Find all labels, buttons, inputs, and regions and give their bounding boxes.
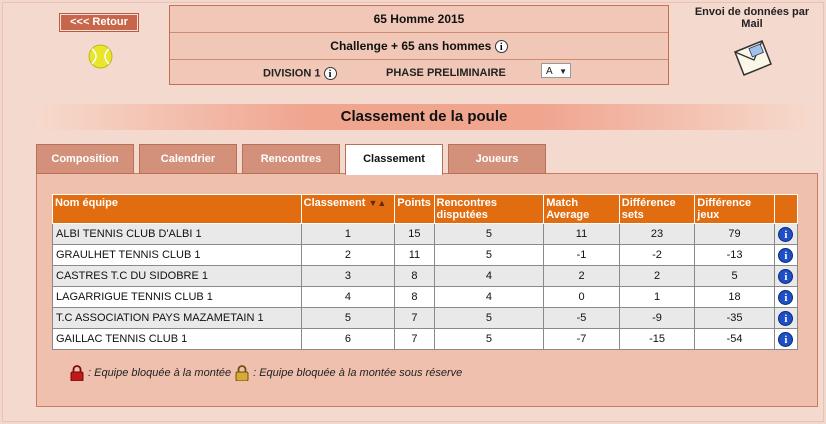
info-cell [774,329,797,350]
table-cell: 1 [301,224,395,245]
table-cell: -5 [544,308,620,329]
team-name-cell: LAGARRIGUE TENNIS CLUB 1 [53,287,302,308]
info-cell [774,224,797,245]
col-header-diff-sets: Différence sets [619,195,695,224]
table-cell: 11 [544,224,620,245]
table-cell: 5 [434,329,544,350]
table-cell: -2 [619,245,695,266]
tab-rencontres[interactable]: Rencontres [242,144,340,174]
col-header-diff-jeux: Différence jeux [695,195,775,224]
info-icon[interactable]: i [778,332,793,347]
col-header-info [774,195,797,224]
competition-info-box [169,5,669,85]
info-cell [774,245,797,266]
envelope-icon[interactable] [732,38,774,78]
table-cell: 0 [544,287,620,308]
legend [70,365,462,381]
table-row [53,245,798,266]
table-cell: 5 [434,308,544,329]
team-name-cell: ALBI TENNIS CLUB D'ALBI 1 [53,224,302,245]
team-name-cell: T.C ASSOCIATION PAYS MAZAMETAIN 1 [53,308,302,329]
challenge-label: Challenge + 65 ans hommes [330,39,492,53]
tennis-ball-icon [88,44,113,69]
table-cell: 7 [395,329,434,350]
table-cell: 4 [301,287,395,308]
tab-composition[interactable]: Composition [36,144,134,174]
info-icon[interactable]: i [778,227,793,242]
info-icon[interactable]: i [495,40,508,53]
sort-arrows-icon[interactable]: ▼▲ [368,198,387,208]
table-row [53,308,798,329]
table-header-row [53,195,798,224]
tab-joueurs[interactable]: Joueurs [448,144,546,174]
col-header-rencontres: Rencontres disputées [434,195,544,224]
chevron-down-icon: ▼ [559,67,567,76]
table-cell: 5 [301,308,395,329]
table-cell: 5 [434,224,544,245]
tab-classement[interactable]: Classement [345,144,443,175]
col-header-name[interactable]: Nom équipe [53,195,302,224]
phase-label: PHASE PRELIMINAIRE [386,67,506,79]
table-row [53,329,798,350]
table-cell: 2 [619,266,695,287]
table-cell: 4 [434,266,544,287]
table-cell: 15 [395,224,434,245]
table-cell: 2 [544,266,620,287]
info-icon[interactable]: i [778,248,793,263]
table-cell: 8 [395,266,434,287]
table-cell: -7 [544,329,620,350]
table-cell: 7 [395,308,434,329]
table-cell: 5 [434,245,544,266]
col-header-classement[interactable]: Classement ▼▲ [301,195,395,224]
lock-gold-icon [235,365,249,381]
tab-calendrier[interactable]: Calendrier [139,144,237,174]
table-row [53,287,798,308]
team-name-cell: GAILLAC TENNIS CLUB 1 [53,329,302,350]
info-cell [774,266,797,287]
table-cell: 79 [695,224,775,245]
competition-title: 65 Homme 2015 [373,12,465,26]
mail-label[interactable]: Envoi de données par Mail [694,6,810,30]
info-cell [774,308,797,329]
table-cell: -9 [619,308,695,329]
ranking-table [52,194,798,350]
team-name-cell: GRAULHET TENNIS CLUB 1 [53,245,302,266]
legend-blocked-text: : Equipe bloquée à la montée [88,367,232,379]
table-cell: 1 [619,287,695,308]
table-cell: -15 [619,329,695,350]
info-cell [774,287,797,308]
table-cell: 6 [301,329,395,350]
section-title: Classement de la poule [36,104,812,130]
info-icon[interactable]: i [324,67,337,80]
table-cell: -1 [544,245,620,266]
info-icon[interactable]: i [778,311,793,326]
table-cell: 4 [434,287,544,308]
table-cell: -13 [695,245,775,266]
challenge-line [170,39,668,53]
table-cell: 3 [301,266,395,287]
table-row [53,224,798,245]
back-button[interactable]: <<< Retour [60,14,138,31]
info-icon[interactable]: i [778,269,793,284]
table-cell: -35 [695,308,775,329]
col-header-points: Points [395,195,434,224]
table-cell: -54 [695,329,775,350]
table-cell: 23 [619,224,695,245]
table-row [53,266,798,287]
team-name-cell: CASTRES T.C DU SIDOBRE 1 [53,266,302,287]
phase-select[interactable]: A ▼ [541,63,571,78]
table-cell: 5 [695,266,775,287]
table-cell: 11 [395,245,434,266]
division-label: DIVISION 1 i [263,67,337,80]
info-icon[interactable]: i [778,290,793,305]
table-cell: 2 [301,245,395,266]
lock-red-icon [70,365,84,381]
legend-blocked-reserve-text: : Equipe bloquée à la montée sous réserve [253,367,463,379]
col-header-match-average: Match Average [544,195,620,224]
table-cell: 8 [395,287,434,308]
table-cell: 18 [695,287,775,308]
